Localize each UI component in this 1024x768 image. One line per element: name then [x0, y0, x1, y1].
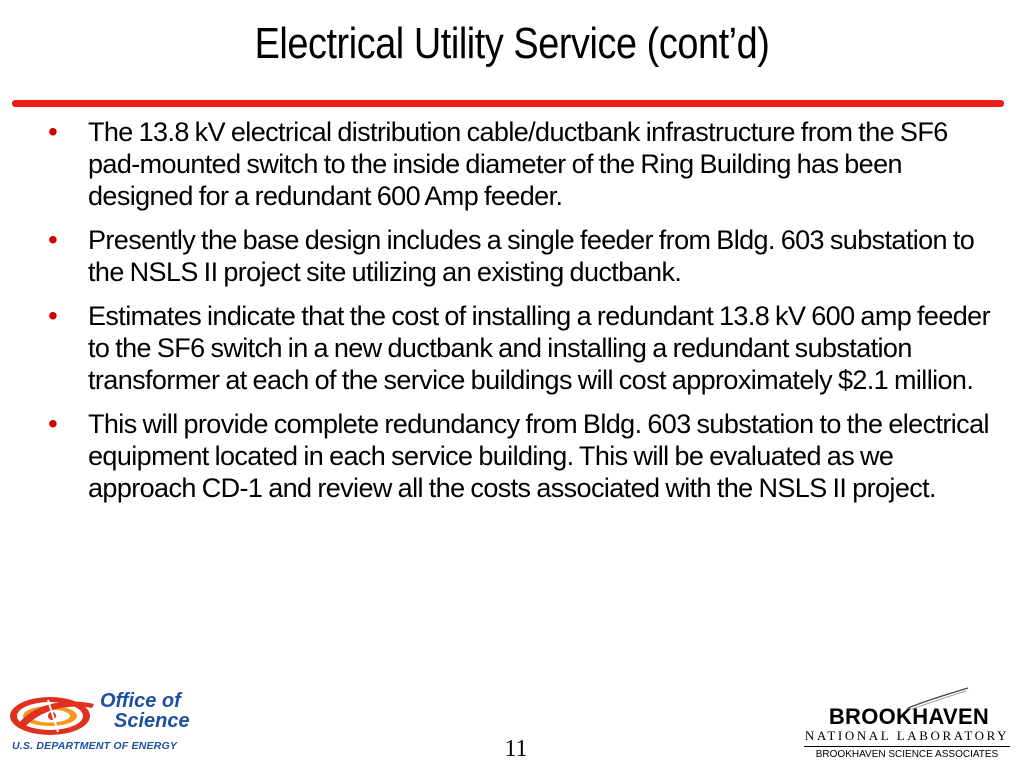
brookhaven-associates-text: BROOKHAVEN SCIENCE ASSOCIATES	[804, 746, 1010, 763]
bullet-text: The 13.8 kV electrical distribution cable/ductbank infrastructure from the SF6 pad-mounted switch to the inside diameter of the Ring Building has been designed for a redundant 600 Amp feeder.	[88, 117, 948, 211]
bullet-item	[40, 408, 1000, 504]
doe-emblem-icon	[8, 694, 100, 738]
bullet-icon: •	[48, 408, 58, 439]
bullet-item	[40, 116, 1000, 212]
bullet-text: This will provide complete redundancy from Bldg. 603 substation to the electrical equipment located in each service building. This will be evaluated as we approach CD-1 and review all the costs associated with the NSLS II project.	[88, 409, 989, 503]
bullet-text: Estimates indicate that the cost of installing a redundant 13.8 kV 600 amp feeder to the SF6 switch in a new ductbank and installing a redundant substation transformer at each of the service buildings will cost approximately $2.1 million.	[88, 301, 990, 395]
bullet-text: Presently the base design includes a single feeder from Bldg. 603 substation to the NSLS II project site utilizing an existing ductbank.	[88, 225, 975, 287]
slide-title: Electrical Utility Service (cont’d)	[254, 19, 770, 68]
brookhaven-name: BROOKHAVEN	[828, 704, 990, 729]
bullet-item	[40, 300, 1000, 396]
national-laboratory-text: NATIONAL LABORATORY	[804, 728, 1010, 743]
office-of-science-logo	[8, 688, 218, 760]
page-number: 11	[504, 736, 528, 762]
brookhaven-logo	[798, 686, 1016, 766]
bullet-list	[40, 116, 1000, 516]
bullet-icon: •	[48, 116, 58, 147]
science-text: Science	[114, 710, 190, 732]
doe-department-text: U.S. DEPARTMENT OF ENERGY	[12, 740, 178, 752]
bullet-item	[40, 224, 1000, 288]
bullet-icon: •	[48, 300, 58, 331]
office-of-text: Office of	[100, 690, 181, 712]
bullet-icon: •	[48, 224, 58, 255]
title-divider	[12, 100, 1004, 107]
